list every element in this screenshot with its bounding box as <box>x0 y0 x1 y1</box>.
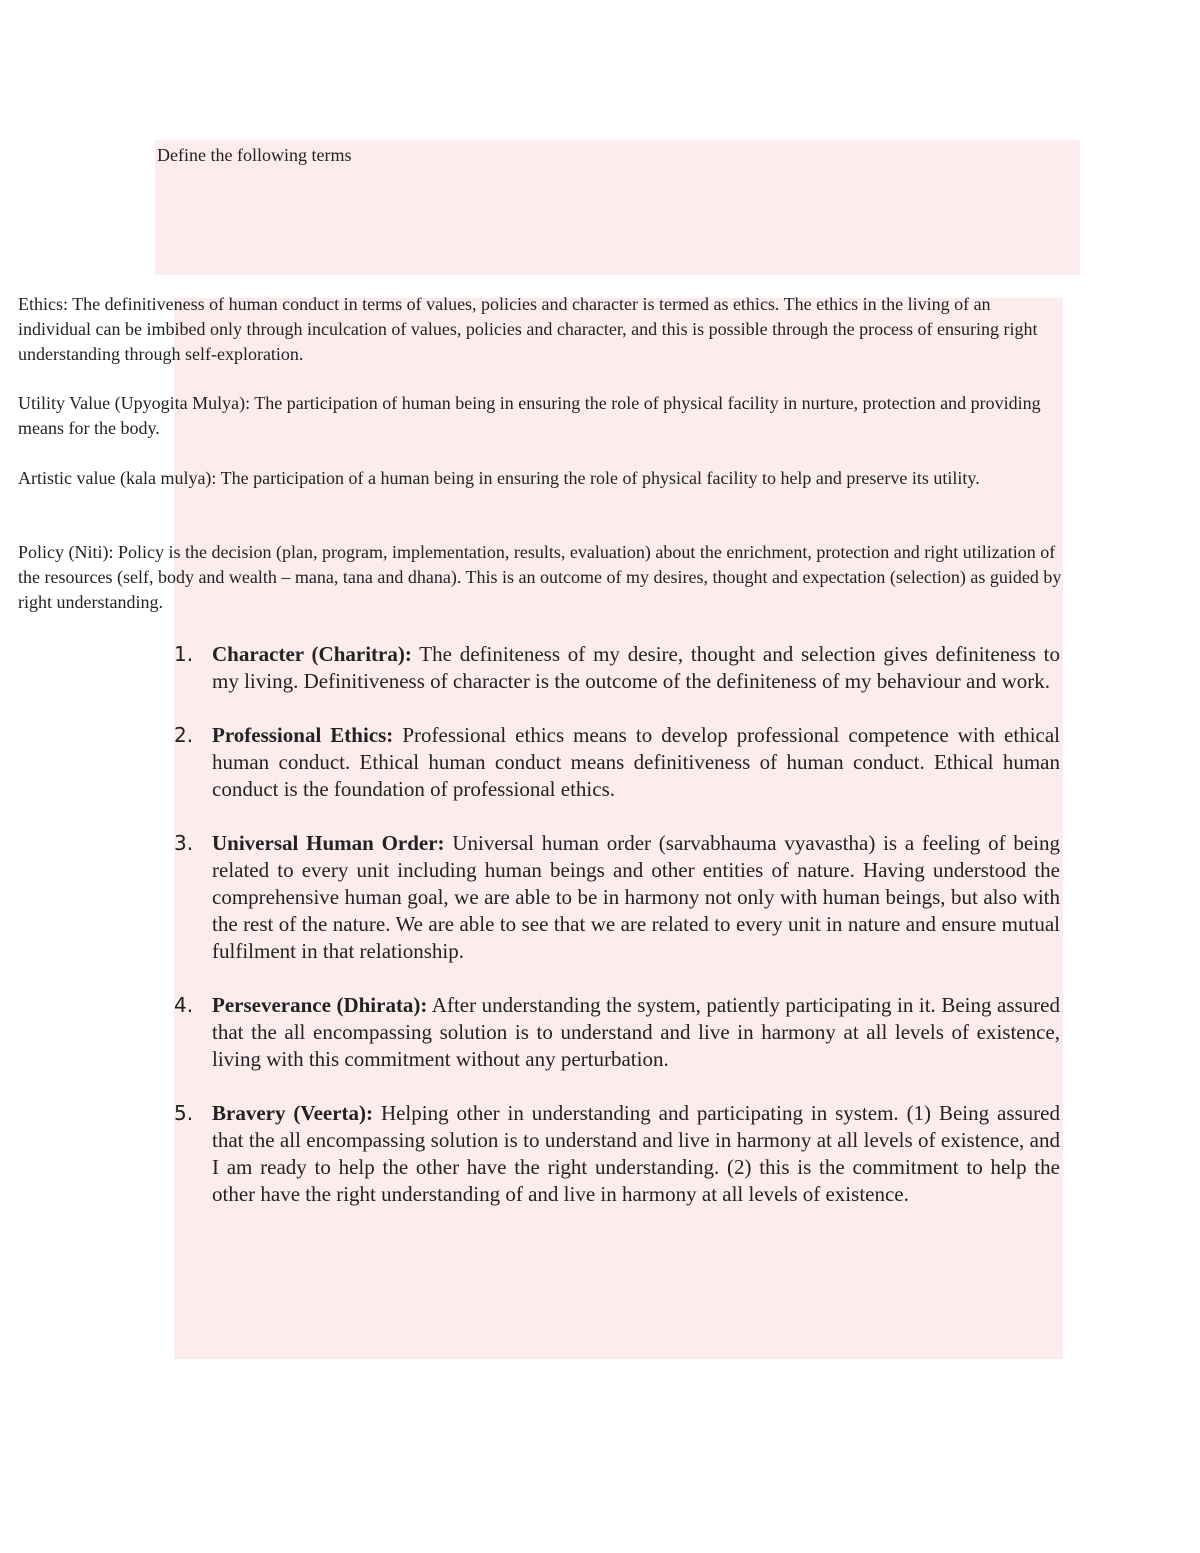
list-number: 1. <box>174 642 194 666</box>
list-number: 5. <box>174 1101 194 1125</box>
term-name: Character (Charitra): <box>212 642 412 666</box>
page-heading: Define the following terms <box>157 145 352 165</box>
term-name: Bravery (Veerta): <box>212 1101 374 1125</box>
list-item-bravery <box>174 1100 1060 1208</box>
term-definition: After understanding the system, patiently participating in it. Being assured that the all encompassing solution is to understand and live in harmony at all levels of existence, living with this commitment without any perturbation. <box>212 993 1060 1071</box>
term-name: Perseverance (Dhirata): <box>212 993 428 1017</box>
list-number: 4. <box>174 993 194 1017</box>
term-definition: Universal human order (sarvabhauma vyavastha) is a feeling of being related to every unit including human beings and other entities of nature. Having understood the comprehensive human goal, we are able to be in harmony not only with human beings, but also with the rest of the nature. We are able to see that we are related to every unit in nature and ensure mutual fulfilment in that relationship. <box>212 831 1061 963</box>
term-name: Universal Human Order: <box>212 831 445 855</box>
terms-list <box>174 641 1060 1235</box>
paragraph-policy: Policy (Niti): Policy is the decision (plan, program, implementation, results, evaluation) about the enrichment, protection and right utilization of the resources (self, body and wealth – mana, tana and dhana). This is an outcome of my desires, thought and expectation (selection) as guided by right understanding. <box>18 542 1062 612</box>
list-item-character <box>174 641 1060 695</box>
list-number: 3. <box>174 831 194 855</box>
list-item-professional-ethics <box>174 722 1060 803</box>
paragraph-utility-value: Utility Value (Upyogita Mulya): The participation of human being in ensuring the role of physical facility in nurture, protection and providing means for the body. <box>18 393 1041 438</box>
term-definition: Professional ethics means to develop professional competence with ethical human conduct. Ethical human conduct means definitiveness of human conduct. Ethical human conduct is the foundation of professional ethics. <box>212 723 1061 801</box>
list-item-universal-human-order <box>174 830 1060 965</box>
list-number: 2. <box>174 723 194 747</box>
paragraph-ethics: Ethics: The definitiveness of human conduct in terms of values, policies and character is termed as ethics. The ethics in the living of an individual can be imbibed only through inculcation of values, policies and character, and this is possible through the process of ensuring right understanding through self-exploration. <box>18 294 1038 364</box>
list-item-perseverance <box>174 992 1060 1073</box>
term-definition: The definiteness of my desire, thought and selection gives definiteness to my living. Definitiveness of character is the outcome of the definiteness of my behaviour and work. <box>212 642 1060 693</box>
term-name: Professional Ethics: <box>212 723 394 747</box>
term-definition: Helping other in understanding and participating in system. (1) Being assured that the all encompassing solution is to understand and live in harmony at all levels of existence, and I am ready to help the other have the right understanding. (2) this is the commitment to help the other have the right understanding of and live in harmony at all levels of existence. <box>212 1101 1060 1206</box>
paragraph-artistic-value: Artistic value (kala mulya): The participation of a human being in ensuring the role of physical facility to help and preserve its utility. <box>18 468 980 488</box>
